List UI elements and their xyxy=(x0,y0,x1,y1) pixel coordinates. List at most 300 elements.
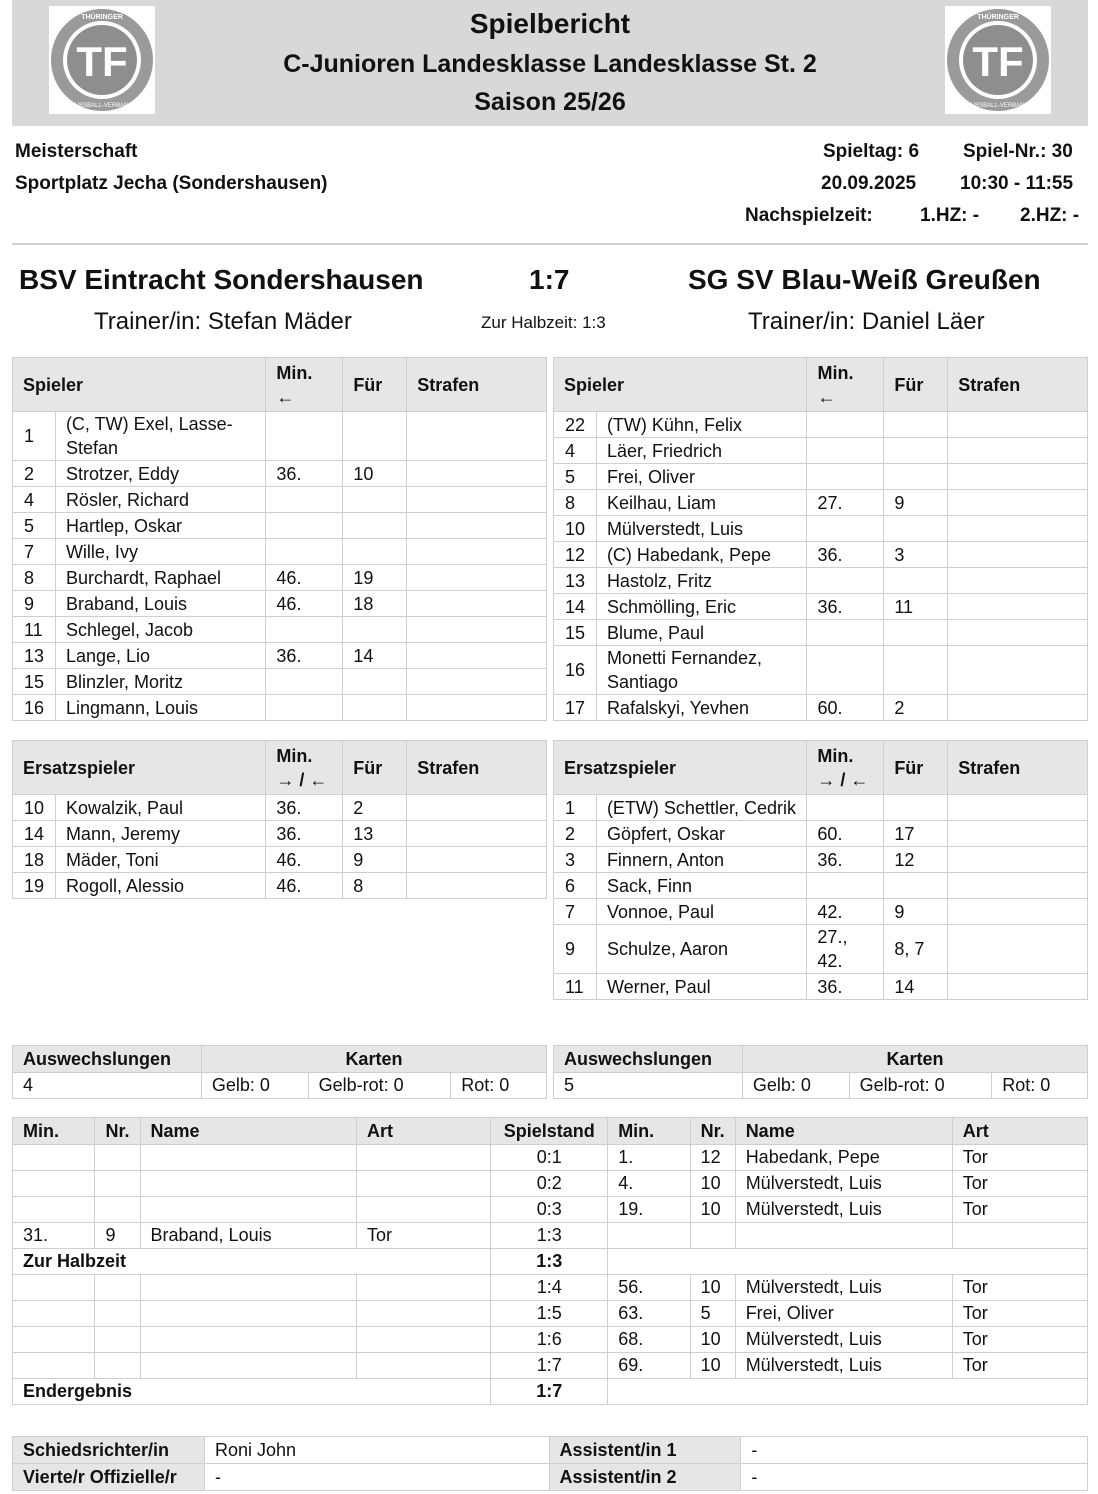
player-row xyxy=(13,591,547,617)
away-event-name: Habedank, Pepe xyxy=(735,1145,952,1171)
player-replaced: 14 xyxy=(884,974,948,1000)
event-score: 1:7 xyxy=(491,1379,608,1405)
substitutions-count: 5 xyxy=(554,1073,743,1099)
referee-name: Roni John xyxy=(204,1437,549,1464)
player-row xyxy=(13,461,547,487)
player-minute xyxy=(266,513,343,539)
match-time: 10:30 - 11:55 xyxy=(960,173,1074,194)
event-summary-row xyxy=(13,1379,1088,1405)
away-summary-table xyxy=(553,1045,1088,1099)
away-event-type xyxy=(952,1223,1087,1249)
home-event-number: 9 xyxy=(95,1223,140,1249)
player-penalties xyxy=(407,669,547,695)
away-team-name: SG SV Blau-Weiß Greußen xyxy=(688,264,1041,295)
svg-text:TF: TF xyxy=(972,38,1024,85)
cards-header: Karten xyxy=(201,1046,546,1073)
yellow-cards: Gelb: 0 xyxy=(742,1073,849,1099)
home-event-number xyxy=(95,1145,140,1171)
player-penalties xyxy=(948,925,1088,974)
event-score: 1:7 xyxy=(491,1353,608,1379)
player-minute: 27., 42. xyxy=(807,925,884,974)
divider xyxy=(12,243,1088,245)
player-penalties xyxy=(407,513,547,539)
match-date: 20.09.2025 xyxy=(821,173,917,194)
player-name: Finnern, Anton xyxy=(596,847,806,873)
away-event-name xyxy=(735,1223,952,1249)
player-name: Keilhau, Liam xyxy=(596,490,807,516)
away-event-type: Tor xyxy=(952,1353,1087,1379)
player-replaced: 8, 7 xyxy=(884,925,948,974)
player-minute: 46. xyxy=(266,565,343,591)
player-minute xyxy=(807,568,884,594)
player-penalties xyxy=(407,695,547,721)
player-name: Werner, Paul xyxy=(596,974,806,1000)
player-number: 2 xyxy=(554,821,597,847)
event-row xyxy=(13,1223,1088,1249)
player-replaced: 9 xyxy=(884,899,948,925)
away-event-number: 5 xyxy=(690,1301,735,1327)
penalties-header: Strafen xyxy=(948,358,1088,412)
player-penalties xyxy=(948,464,1088,490)
player-row xyxy=(554,925,1088,974)
player-replaced: 3 xyxy=(884,542,948,568)
event-score: 0:3 xyxy=(491,1197,608,1223)
home-event-number xyxy=(95,1327,140,1353)
home-event-type xyxy=(357,1197,491,1223)
home-team-name: BSV Eintracht Sondershausen xyxy=(19,264,424,295)
away-event-number: 10 xyxy=(690,1171,735,1197)
home-event-number xyxy=(95,1171,140,1197)
player-minute xyxy=(807,464,884,490)
extra-time-label: Nachspielzeit: xyxy=(745,205,873,226)
extra-time-first-half: 1.HZ: - xyxy=(920,205,980,226)
home-subs-table xyxy=(12,740,547,899)
away-minute-header: Min. xyxy=(608,1118,690,1145)
home-number-header: Nr. xyxy=(95,1118,140,1145)
away-event-number: 10 xyxy=(690,1327,735,1353)
match-events-table xyxy=(12,1117,1088,1405)
player-minute: 42. xyxy=(807,899,884,925)
away-event-minute: 56. xyxy=(608,1275,690,1301)
player-penalties xyxy=(407,539,547,565)
player-replaced: 18 xyxy=(343,591,407,617)
player-row xyxy=(554,620,1088,646)
player-number: 4 xyxy=(13,487,56,513)
event-empty xyxy=(608,1249,1088,1275)
player-replaced xyxy=(343,539,407,565)
away-event-name: Frei, Oliver xyxy=(735,1301,952,1327)
player-minute: 36. xyxy=(807,974,884,1000)
svg-text:THÜRINGER: THÜRINGER xyxy=(81,14,123,21)
player-penalties xyxy=(948,695,1088,721)
player-row xyxy=(554,695,1088,721)
player-replaced: 9 xyxy=(343,847,407,873)
player-row xyxy=(13,412,547,461)
fourth-official-label: Vierte/r Offizielle/r xyxy=(13,1464,205,1491)
player-replaced xyxy=(884,620,948,646)
player-row xyxy=(554,438,1088,464)
home-event-name xyxy=(140,1171,357,1197)
home-event-minute xyxy=(13,1145,95,1171)
away-event-type: Tor xyxy=(952,1275,1087,1301)
player-name: (C, TW) Exel, Lasse-Stefan xyxy=(55,412,265,461)
home-event-name xyxy=(140,1327,357,1353)
player-row xyxy=(13,487,547,513)
home-event-name xyxy=(140,1353,357,1379)
player-row xyxy=(554,516,1088,542)
player-name: Lange, Lio xyxy=(55,643,265,669)
player-row xyxy=(554,847,1088,873)
home-event-minute xyxy=(13,1353,95,1379)
player-name: Blinzler, Moritz xyxy=(55,669,265,695)
assistant-1-name: - xyxy=(741,1437,1088,1464)
player-number: 5 xyxy=(13,513,56,539)
player-name: Mäder, Toni xyxy=(55,847,265,873)
player-replaced: 8 xyxy=(343,873,407,899)
player-number: 4 xyxy=(554,438,597,464)
player-row xyxy=(13,617,547,643)
event-row xyxy=(13,1327,1088,1353)
away-event-minute xyxy=(608,1223,690,1249)
home-event-name: Braband, Louis xyxy=(140,1223,357,1249)
player-number: 11 xyxy=(554,974,597,1000)
event-row xyxy=(13,1171,1088,1197)
player-penalties xyxy=(407,873,547,899)
player-name: Braband, Louis xyxy=(55,591,265,617)
player-minute: 46. xyxy=(266,873,343,899)
player-penalties xyxy=(407,591,547,617)
player-number: 12 xyxy=(554,542,597,568)
home-event-number xyxy=(95,1353,140,1379)
player-row xyxy=(554,594,1088,620)
score-header: Spielstand xyxy=(491,1118,608,1145)
away-event-type: Tor xyxy=(952,1171,1087,1197)
player-name: Frei, Oliver xyxy=(596,464,807,490)
away-event-type: Tor xyxy=(952,1301,1087,1327)
minute-header: Min. ← xyxy=(807,358,884,412)
event-empty xyxy=(608,1379,1088,1405)
player-row xyxy=(554,464,1088,490)
player-number: 14 xyxy=(554,594,597,620)
player-number: 1 xyxy=(554,795,597,821)
player-number: 13 xyxy=(13,643,56,669)
player-minute: 36. xyxy=(807,847,884,873)
home-event-name xyxy=(140,1301,357,1327)
away-event-minute: 4. xyxy=(608,1171,690,1197)
event-summary-label: Zur Halbzeit xyxy=(13,1249,491,1275)
player-penalties xyxy=(407,847,547,873)
final-score: 1:7 xyxy=(529,264,570,295)
venue: Sportplatz Jecha (Sondershausen) xyxy=(15,173,328,194)
svg-text:TF: TF xyxy=(76,38,128,85)
player-name: Strotzer, Eddy xyxy=(55,461,265,487)
away-event-minute: 19. xyxy=(608,1197,690,1223)
player-replaced: 11 xyxy=(884,594,948,620)
player-minute xyxy=(807,646,884,695)
home-event-number xyxy=(95,1197,140,1223)
player-minute: 36. xyxy=(266,821,343,847)
player-number: 8 xyxy=(554,490,597,516)
away-event-type: Tor xyxy=(952,1145,1087,1171)
player-number: 9 xyxy=(13,591,56,617)
player-replaced xyxy=(884,412,948,438)
player-row xyxy=(13,539,547,565)
event-score: 0:1 xyxy=(491,1145,608,1171)
player-name: Läer, Friedrich xyxy=(596,438,807,464)
player-name: Göpfert, Oskar xyxy=(596,821,806,847)
assistant-1-label: Assistent/in 1 xyxy=(549,1437,741,1464)
player-penalties xyxy=(948,412,1088,438)
away-event-number: 10 xyxy=(690,1275,735,1301)
home-event-minute xyxy=(13,1301,95,1327)
player-replaced: 13 xyxy=(343,821,407,847)
event-score: 0:2 xyxy=(491,1171,608,1197)
player-penalties xyxy=(407,461,547,487)
player-name: Hartlep, Oskar xyxy=(55,513,265,539)
event-score: 1:5 xyxy=(491,1301,608,1327)
home-summary-table xyxy=(12,1045,547,1099)
player-replaced: 2 xyxy=(343,795,407,821)
referee-label: Schiedsrichter/in xyxy=(13,1437,205,1464)
home-players-table xyxy=(12,357,547,721)
home-event-name xyxy=(140,1145,357,1171)
player-number: 8 xyxy=(13,565,56,591)
league-title: C-Junioren Landesklasse Landesklasse St. 2 xyxy=(283,50,817,78)
player-number: 16 xyxy=(554,646,597,695)
yellow-red-cards: Gelb-rot: 0 xyxy=(849,1073,992,1099)
player-number: 15 xyxy=(554,620,597,646)
player-penalties xyxy=(948,516,1088,542)
event-score: 1:4 xyxy=(491,1275,608,1301)
for-header: Für xyxy=(343,741,407,795)
competition-type: Meisterschaft xyxy=(15,141,138,162)
players-header: Spieler xyxy=(13,358,266,412)
player-name: Mülverstedt, Luis xyxy=(596,516,807,542)
player-minute xyxy=(266,487,343,513)
player-number: 11 xyxy=(13,617,56,643)
subs-header: Ersatzspieler xyxy=(13,741,266,795)
event-row xyxy=(13,1275,1088,1301)
penalties-header: Strafen xyxy=(948,741,1088,795)
player-penalties xyxy=(407,617,547,643)
player-row xyxy=(554,490,1088,516)
player-replaced: 2 xyxy=(884,695,948,721)
event-score: 1:3 xyxy=(491,1223,608,1249)
player-number: 2 xyxy=(13,461,56,487)
player-replaced xyxy=(343,513,407,539)
player-name: Kowalzik, Paul xyxy=(55,795,265,821)
player-minute xyxy=(266,539,343,565)
away-event-name: Mülverstedt, Luis xyxy=(735,1353,952,1379)
home-event-type: Tor xyxy=(357,1223,491,1249)
player-row xyxy=(554,568,1088,594)
player-minute xyxy=(266,669,343,695)
player-penalties xyxy=(407,412,547,461)
player-penalties xyxy=(948,438,1088,464)
away-event-name: Mülverstedt, Luis xyxy=(735,1197,952,1223)
player-row xyxy=(13,873,547,899)
away-event-minute: 69. xyxy=(608,1353,690,1379)
away-event-minute: 63. xyxy=(608,1301,690,1327)
player-replaced xyxy=(343,487,407,513)
event-summary-row xyxy=(13,1249,1088,1275)
player-minute xyxy=(807,873,884,899)
player-replaced: 12 xyxy=(884,847,948,873)
player-name: Schmölling, Eric xyxy=(596,594,807,620)
player-minute: 60. xyxy=(807,695,884,721)
event-row xyxy=(13,1197,1088,1223)
player-row xyxy=(554,974,1088,1000)
home-event-type xyxy=(357,1301,491,1327)
federation-logo-right xyxy=(945,6,1051,114)
player-name: Schulze, Aaron xyxy=(596,925,806,974)
home-event-type xyxy=(357,1171,491,1197)
red-cards: Rot: 0 xyxy=(451,1073,547,1099)
player-minute: 27. xyxy=(807,490,884,516)
player-penalties xyxy=(407,487,547,513)
player-number: 1 xyxy=(13,412,56,461)
player-row xyxy=(554,873,1088,899)
player-penalties xyxy=(948,490,1088,516)
player-minute xyxy=(807,795,884,821)
away-event-type: Tor xyxy=(952,1327,1087,1353)
penalties-header: Strafen xyxy=(407,358,547,412)
minute-header: Min. → / ← xyxy=(266,741,343,795)
player-penalties xyxy=(948,821,1088,847)
player-minute xyxy=(266,695,343,721)
report-title: Spielbericht xyxy=(469,8,631,39)
player-penalties xyxy=(948,568,1088,594)
player-row xyxy=(554,412,1088,438)
player-minute: 36. xyxy=(266,643,343,669)
player-replaced xyxy=(884,795,948,821)
player-number: 6 xyxy=(554,873,597,899)
away-event-minute: 68. xyxy=(608,1327,690,1353)
fourth-official-name: - xyxy=(204,1464,549,1491)
players-header: Spieler xyxy=(554,358,807,412)
player-replaced xyxy=(343,695,407,721)
player-number: 3 xyxy=(554,847,597,873)
player-number: 22 xyxy=(554,412,597,438)
player-row xyxy=(554,542,1088,568)
player-replaced xyxy=(884,568,948,594)
player-replaced xyxy=(884,464,948,490)
player-replaced: 19 xyxy=(343,565,407,591)
player-number: 10 xyxy=(13,795,56,821)
season-title: Saison 25/26 xyxy=(474,88,626,116)
player-name: (TW) Kühn, Felix xyxy=(596,412,807,438)
player-penalties xyxy=(948,974,1088,1000)
for-header: Für xyxy=(884,358,948,412)
player-row xyxy=(13,669,547,695)
away-event-type: Tor xyxy=(952,1197,1087,1223)
assistant-2-label: Assistent/in 2 xyxy=(549,1464,741,1491)
player-row xyxy=(554,821,1088,847)
player-row xyxy=(13,795,547,821)
player-name: Rafalskyi, Yevhen xyxy=(596,695,807,721)
player-penalties xyxy=(948,847,1088,873)
player-penalties xyxy=(948,873,1088,899)
away-event-number: 10 xyxy=(690,1197,735,1223)
player-number: 7 xyxy=(554,899,597,925)
player-name: Schlegel, Jacob xyxy=(55,617,265,643)
player-name: Vonnoe, Paul xyxy=(596,899,806,925)
home-event-name xyxy=(140,1275,357,1301)
home-name-header: Name xyxy=(140,1118,357,1145)
match-number: Spiel-Nr.: 30 xyxy=(963,141,1073,162)
minute-header: Min. ← xyxy=(266,358,343,412)
red-cards: Rot: 0 xyxy=(992,1073,1088,1099)
player-number: 10 xyxy=(554,516,597,542)
home-event-type xyxy=(357,1275,491,1301)
player-replaced xyxy=(884,516,948,542)
player-row xyxy=(554,899,1088,925)
player-row xyxy=(554,646,1088,695)
yellow-red-cards: Gelb-rot: 0 xyxy=(308,1073,451,1099)
player-penalties xyxy=(948,542,1088,568)
cards-header: Karten xyxy=(742,1046,1087,1073)
player-minute xyxy=(807,438,884,464)
player-row xyxy=(554,795,1088,821)
player-replaced: 17 xyxy=(884,821,948,847)
officials-table xyxy=(12,1436,1088,1491)
player-replaced: 14 xyxy=(343,643,407,669)
subs-header: Ersatzspieler xyxy=(554,741,807,795)
home-event-type xyxy=(357,1145,491,1171)
player-number: 18 xyxy=(13,847,56,873)
player-replaced xyxy=(884,873,948,899)
player-name: Wille, Ivy xyxy=(55,539,265,565)
player-row xyxy=(13,695,547,721)
player-penalties xyxy=(407,795,547,821)
for-header: Für xyxy=(884,741,948,795)
home-event-number xyxy=(95,1301,140,1327)
player-minute: 36. xyxy=(266,795,343,821)
player-minute xyxy=(807,516,884,542)
home-event-minute xyxy=(13,1197,95,1223)
penalties-header: Strafen xyxy=(407,741,547,795)
player-replaced: 10 xyxy=(343,461,407,487)
yellow-cards: Gelb: 0 xyxy=(201,1073,308,1099)
away-event-number: 12 xyxy=(690,1145,735,1171)
home-event-minute xyxy=(13,1171,95,1197)
event-row xyxy=(13,1145,1088,1171)
away-trainer: Trainer/in: Daniel Läer xyxy=(748,308,985,335)
player-number: 15 xyxy=(13,669,56,695)
player-name: Lingmann, Louis xyxy=(55,695,265,721)
player-minute: 46. xyxy=(266,847,343,873)
event-score: 1:3 xyxy=(491,1249,608,1275)
player-number: 17 xyxy=(554,695,597,721)
player-name: Mann, Jeremy xyxy=(55,821,265,847)
player-name: Blume, Paul xyxy=(596,620,807,646)
home-type-header: Art xyxy=(357,1118,491,1145)
player-name: Rösler, Richard xyxy=(55,487,265,513)
player-penalties xyxy=(948,594,1088,620)
event-summary-label: Endergebnis xyxy=(13,1379,491,1405)
player-number: 16 xyxy=(13,695,56,721)
player-replaced xyxy=(343,669,407,695)
assistant-2-name: - xyxy=(741,1464,1088,1491)
home-event-name xyxy=(140,1197,357,1223)
player-row xyxy=(13,513,547,539)
matchday: Spieltag: 6 xyxy=(823,141,920,162)
player-penalties xyxy=(948,899,1088,925)
player-name: Hastolz, Fritz xyxy=(596,568,807,594)
player-replaced xyxy=(343,617,407,643)
for-header: Für xyxy=(343,358,407,412)
player-number: 19 xyxy=(13,873,56,899)
